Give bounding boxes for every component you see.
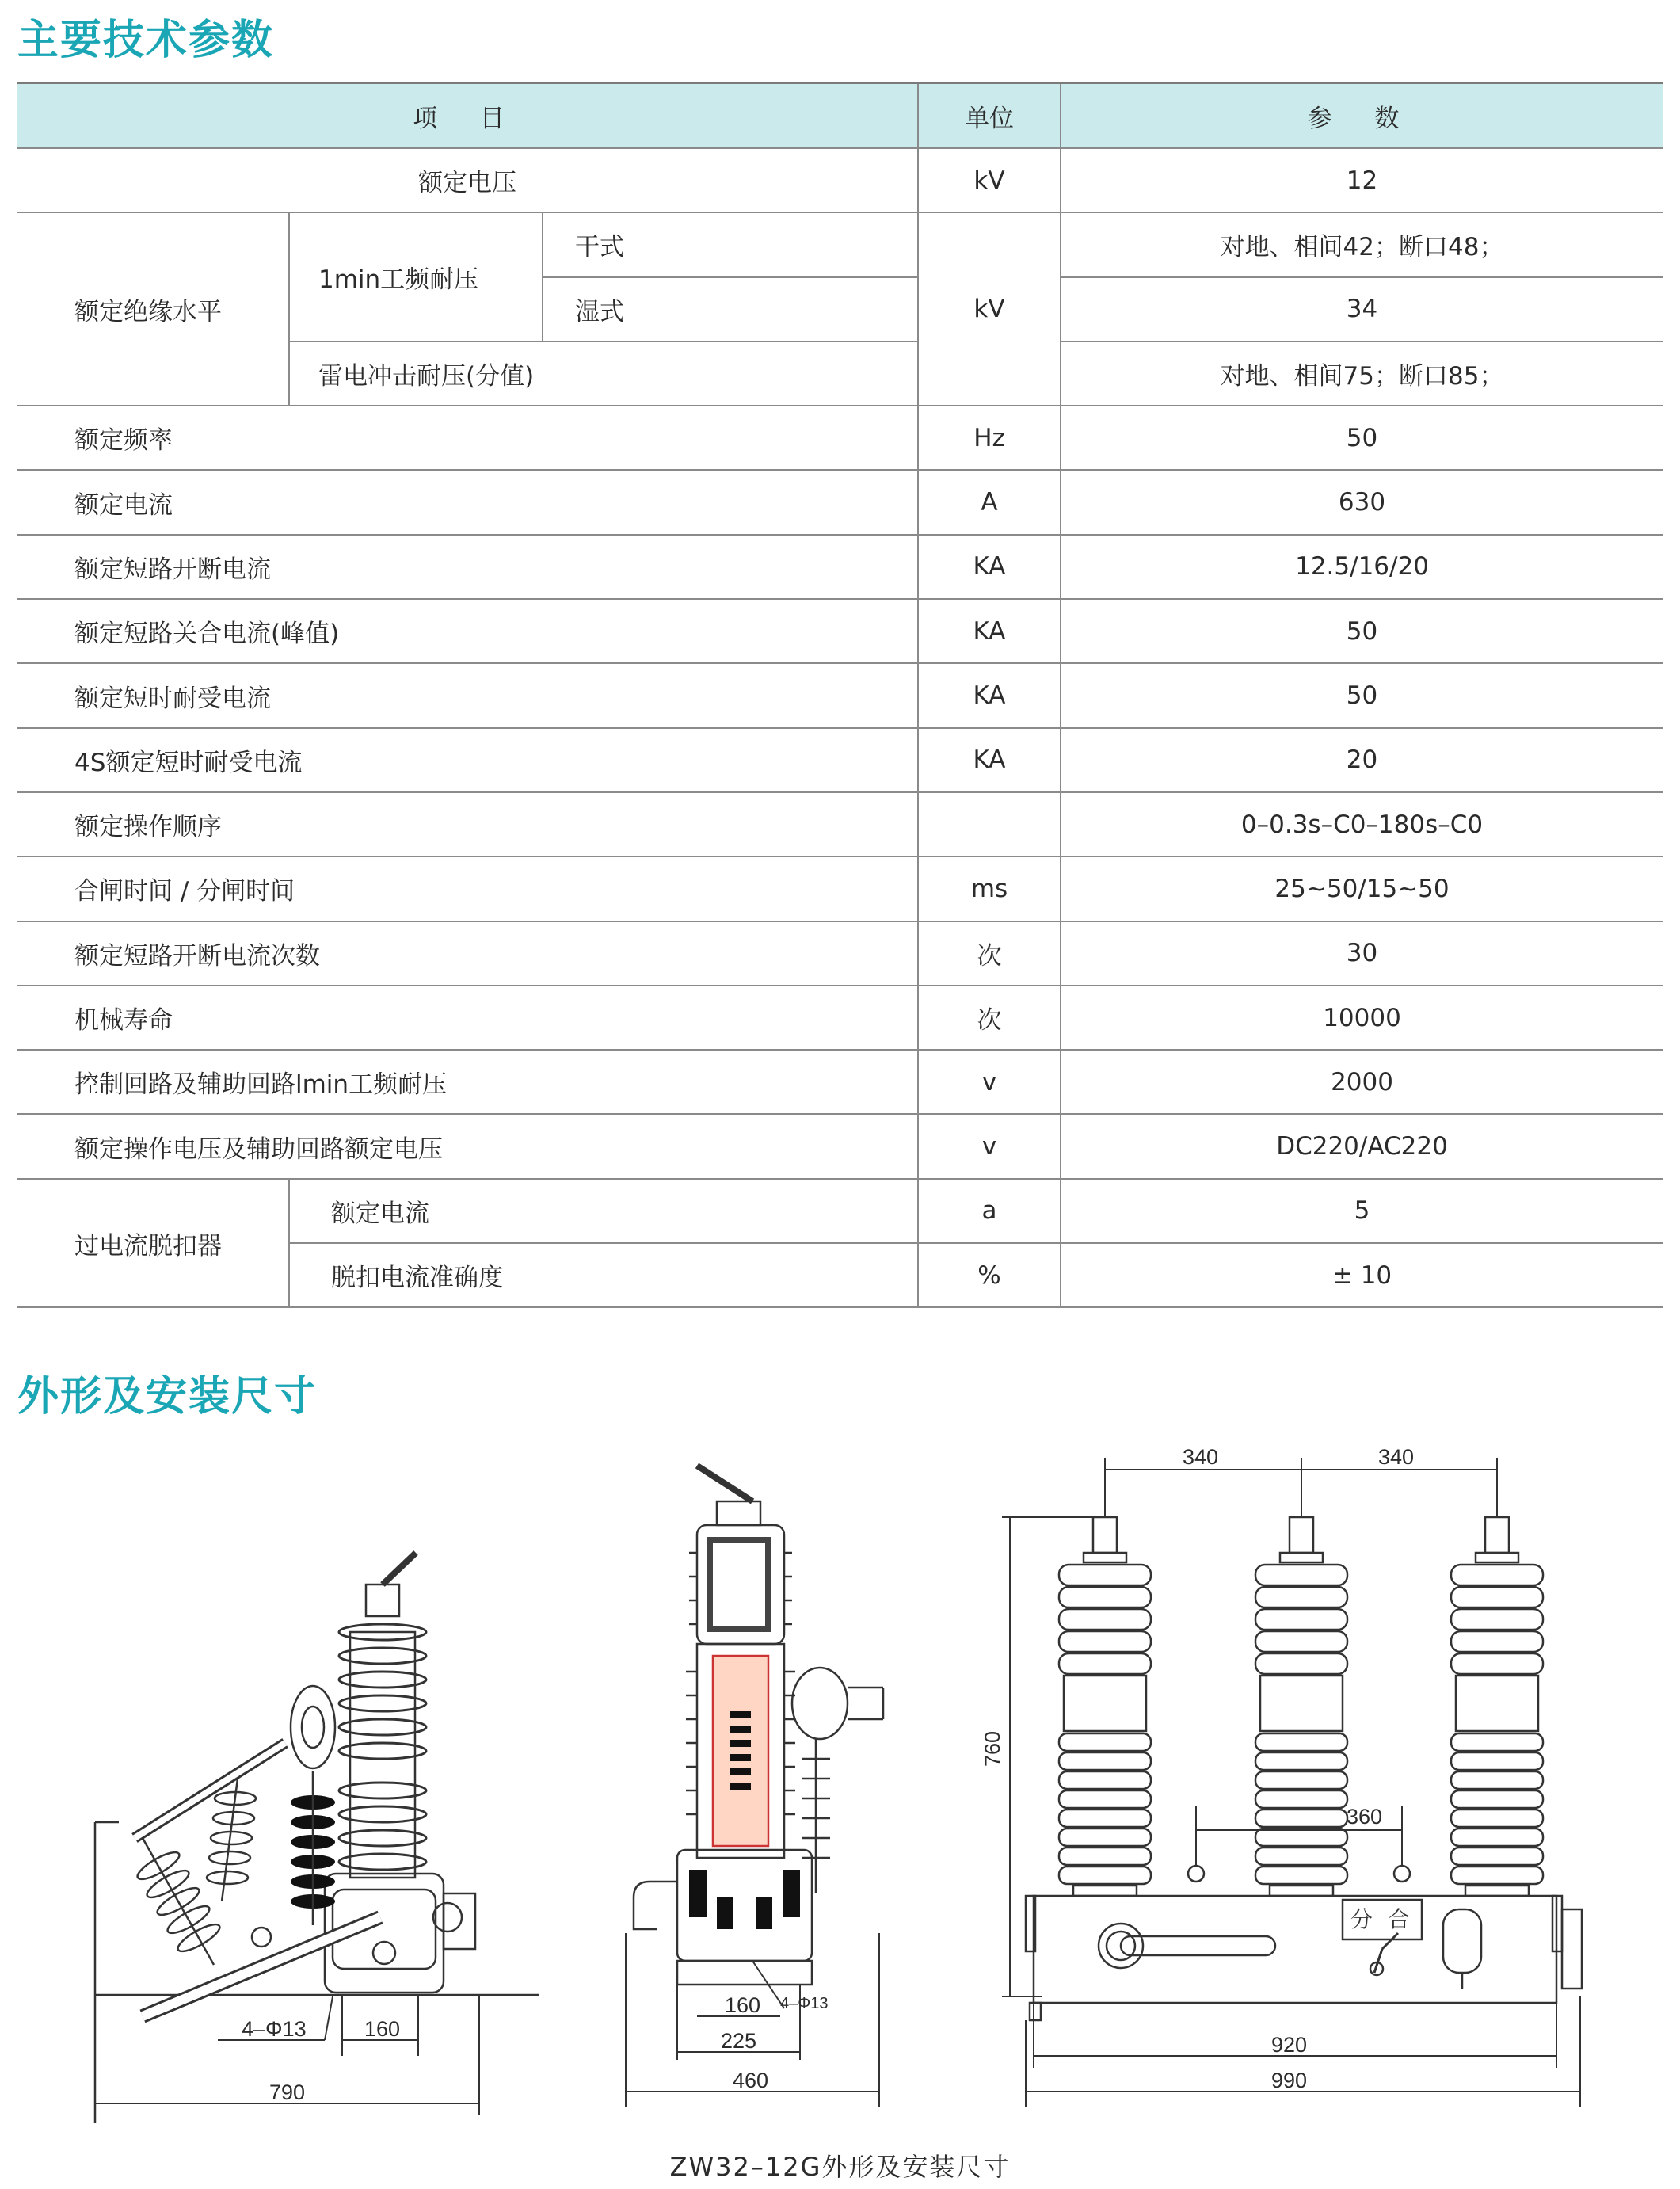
table-row [17,148,1663,212]
row-label: 额定短路开断电流次数 [17,921,918,986]
table-row [17,1050,1663,1114]
row-value: 25~50/15~50 [1061,856,1663,921]
row-label: 额定操作电压及辅助回路额定电压 [17,1114,918,1178]
row-value: 0–0.3s–C0–180s–C0 [1061,792,1663,856]
row-value: 50 [1061,406,1663,470]
row-value: 5 [1061,1179,1663,1243]
table-row [17,986,1663,1050]
row-value: 20 [1061,728,1663,792]
table-row [17,921,1663,986]
front-label-open: 分 [1350,1906,1373,1932]
row-label: 额定操作顺序 [17,792,918,856]
row-label: 额定电流 [17,470,918,534]
row-value: 630 [1061,470,1663,534]
side-dim-holes: 4–Φ13 [242,2017,307,2041]
front-dim-920: 920 [1271,2033,1308,2057]
row-value: 2000 [1061,1050,1663,1114]
header-item: 项 目 [17,83,918,149]
row-label: 合闸时间 / 分闸时间 [17,856,918,921]
row-unit [918,792,1061,856]
row-value: 12 [1061,148,1663,212]
row-value: 10000 [1061,986,1663,1050]
row-label: 过电流脱扣器 [17,1179,289,1308]
row-sublabel: 湿式 [543,277,918,341]
header-param: 参 数 [1061,83,1663,149]
row-sublabel: 1min工频耐压 [289,212,543,341]
row-label: 机械寿命 [17,986,918,1050]
front-dim-360: 360 [1347,1805,1383,1829]
side-dim-160: 160 [364,2017,401,2041]
row-label: 控制回路及辅助回路lmin工频耐压 [17,1050,918,1114]
table-row [17,535,1663,599]
end-dim-460: 460 [733,2069,769,2092]
table-row [17,792,1663,856]
row-sublabel: 脱扣电流准确度 [289,1243,918,1307]
row-unit: ms [918,856,1061,921]
row-label: 额定绝缘水平 [17,212,289,406]
row-unit: KA [918,728,1061,792]
row-value: 30 [1061,921,1663,986]
section-title-specs: 主要技术参数 [17,17,275,64]
row-value: 12.5/16/20 [1061,535,1663,599]
table-row [17,212,1663,276]
section-title-dimensions: 外形及安装尺寸 [17,1373,318,1421]
row-unit: v [918,1114,1061,1178]
row-unit: KA [918,663,1061,727]
row-value: 50 [1061,599,1663,663]
row-unit: % [918,1243,1061,1307]
row-sublabel: 雷电冲击耐压(分值) [289,341,918,406]
row-unit: Hz [918,406,1061,470]
row-label: 额定短路关合电流(峰值) [17,599,918,663]
front-label-close: 合 [1388,1906,1411,1932]
table-row [17,470,1663,534]
row-value: DC220/AC220 [1061,1114,1663,1178]
table-row [17,728,1663,792]
row-unit: 次 [918,986,1061,1050]
row-unit: kV [918,148,1061,212]
row-unit: 次 [918,921,1061,986]
side-dim-790: 790 [269,2080,306,2104]
table-row [17,599,1663,663]
table-header-row [17,83,1663,149]
row-label: 额定短路开断电流 [17,535,918,599]
row-value: ± 10 [1061,1243,1663,1307]
row-value: 50 [1061,663,1663,727]
row-value: 34 [1061,277,1663,341]
front-dim-340-right: 340 [1378,1445,1415,1469]
table-row [17,1179,1663,1243]
end-dim-225: 225 [721,2029,757,2053]
row-unit: a [918,1179,1061,1243]
row-value: 对地、相间75；断口85； [1061,341,1663,406]
header-unit: 单位 [918,83,1061,149]
table-row [17,406,1663,470]
row-unit: KA [918,535,1061,599]
row-sublabel: 干式 [543,212,918,276]
spec-table [17,82,1663,1308]
row-label: 额定频率 [17,406,918,470]
front-dim-990: 990 [1271,2069,1308,2092]
side-view-drawing [95,1553,539,2123]
row-unit: v [918,1050,1061,1114]
row-label: 4S额定短时耐受电流 [17,728,918,792]
front-dim-760: 760 [981,1730,1004,1767]
table-row [17,856,1663,921]
table-row [17,663,1663,727]
end-dim-holes: 4–Φ13 [780,1995,829,2012]
row-unit: A [918,470,1061,534]
end-dim-160: 160 [725,1993,761,2017]
pole [1059,1517,1151,1896]
table-row [17,1114,1663,1178]
dimension-drawings [0,1426,1680,2189]
drawing-caption: ZW32–12G外形及安装尺寸 [669,2152,1011,2182]
row-label: 额定电压 [17,148,918,212]
row-label: 额定短时耐受电流 [17,663,918,727]
row-value: 对地、相间42；断口48； [1061,212,1663,276]
row-sublabel: 额定电流 [289,1179,918,1243]
front-dim-340-left: 340 [1183,1445,1219,1469]
front-view-drawing [1002,1458,1582,2107]
row-unit: kV [918,212,1061,406]
row-unit: KA [918,599,1061,663]
